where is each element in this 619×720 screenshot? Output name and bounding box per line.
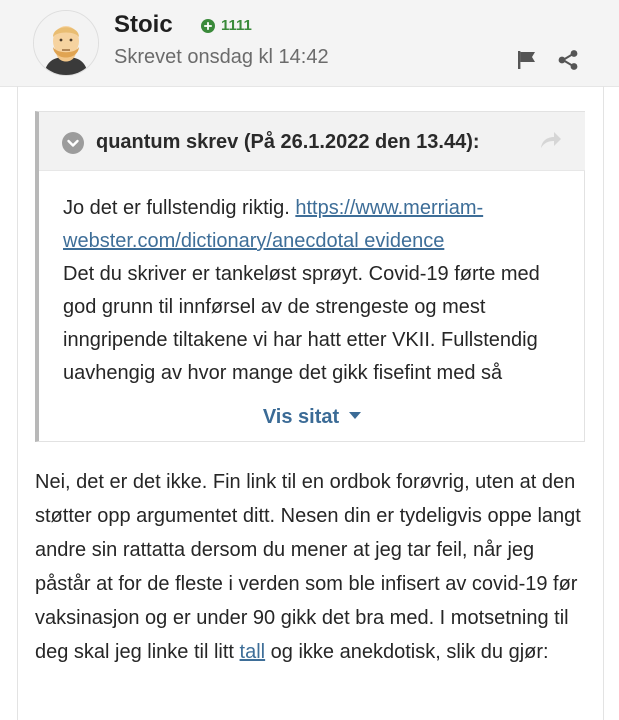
plus-circle-icon <box>201 19 215 33</box>
avatar[interactable] <box>33 10 99 76</box>
post-right-border <box>603 86 604 720</box>
post-header <box>0 0 619 87</box>
post-left-border <box>17 86 18 720</box>
author-name[interactable]: Stoic <box>114 11 173 38</box>
avatar-image <box>34 11 98 75</box>
post-text: Nei, det er det ikke. Fin link til en ordbok forøvrig, uten at den støtter opp argumentet ditt. Nesen din er tydeligvis oppe langt andre sin rattatta dersom du mener at jeg tar feil, når jeg påstår at for de fleste i verden som ble infisert av covid-19 før vaksinasjon og er under 90 gikk det bra med. I motsetning til deg skal jeg linke til litt <box>35 471 581 663</box>
go-to-quoted-post-button[interactable] <box>539 130 563 152</box>
quote-text-main: Det du skriver er tankeløst sprøyt. Covid-19 førte med god grunn til innførsel av de strengeste og mest inngripende tiltakene vi har hatt etter VKII. Fullstendig uavhengig av hvor mange det gikk fisefint med så <box>63 263 540 384</box>
quote-block <box>35 111 585 442</box>
show-quote-button[interactable] <box>39 402 585 432</box>
post-text-end: og ikke anekdotisk, slik du gjør: <box>265 641 549 663</box>
quote-header <box>39 112 585 171</box>
reputation-count: 1111 <box>221 17 252 34</box>
quote-link[interactable]: https://www.merriam-webster.com/dictionary/anecdotal evidence <box>63 197 484 252</box>
quote-text-intro: Jo det er fullstendig riktig. <box>63 197 296 219</box>
flag-icon <box>516 49 538 71</box>
report-button[interactable] <box>516 49 538 71</box>
share-arrow-icon <box>539 130 563 152</box>
show-quote-label: Vis sitat <box>262 406 340 428</box>
post-content <box>35 465 595 669</box>
share-button[interactable] <box>557 49 579 71</box>
quote-citation: quantum skrev (På 26.1.2022 den 13.44): <box>96 131 480 153</box>
share-icon <box>557 49 579 71</box>
post-date[interactable]: Skrevet onsdag kl 14:42 <box>114 46 329 68</box>
numbers-link[interactable]: tall <box>239 641 266 663</box>
quote-toggle-button[interactable] <box>62 132 84 154</box>
caret-down-icon <box>349 412 361 419</box>
chevron-down-icon <box>62 132 84 154</box>
reputation-badge[interactable] <box>201 16 252 36</box>
quote-text <box>63 192 563 390</box>
